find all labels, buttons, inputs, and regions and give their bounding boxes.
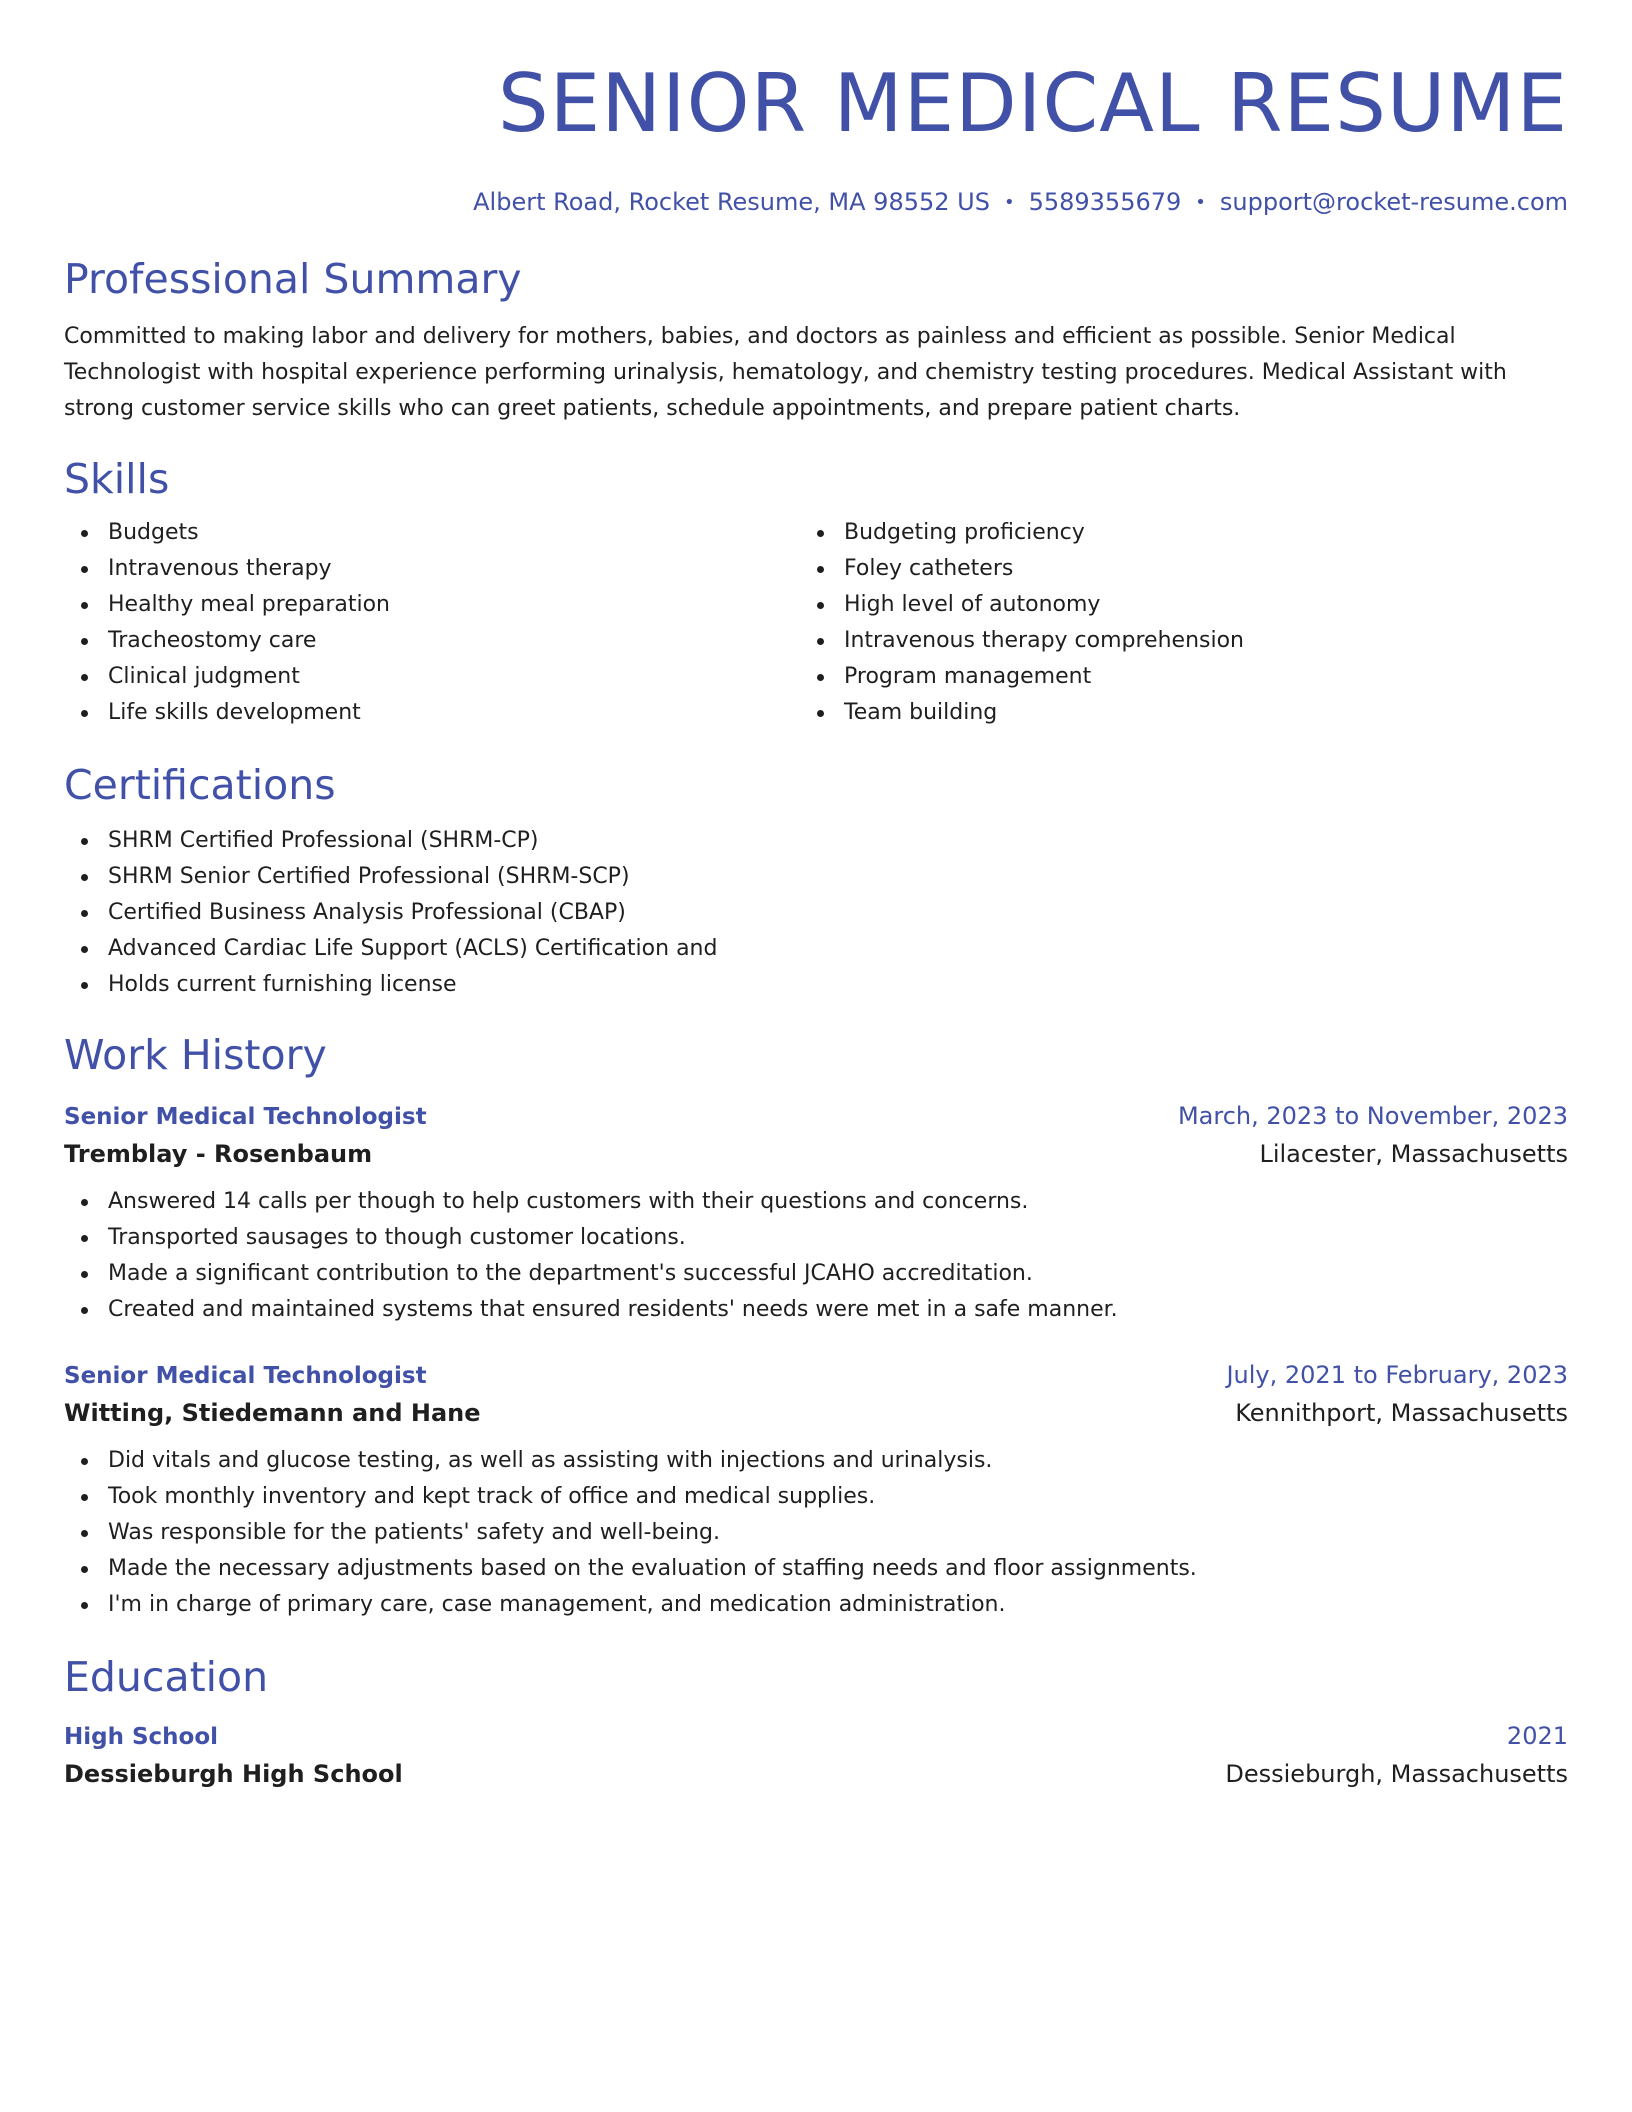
education-degree-row — [64, 1719, 1568, 1754]
certification-item: Advanced Cardiac Life Support (ACLS) Certification and — [64, 931, 1568, 967]
job-location: Lilacester, Massachusetts — [1259, 1140, 1568, 1168]
education-entry — [64, 1719, 1568, 1794]
skill-item: Intravenous therapy — [64, 551, 800, 587]
job-entry — [64, 1358, 1568, 1623]
job-dates: July, 2021 to February, 2023 — [1226, 1361, 1568, 1389]
work-history-section — [64, 1029, 1568, 1623]
job-duty: Answered 14 calls per though to help customers with their questions and concerns. — [64, 1184, 1568, 1220]
resume-name: SENIOR MEDICAL RESUME — [497, 57, 1568, 150]
certification-item: SHRM Senior Certified Professional (SHRM-SCP) — [64, 859, 1568, 895]
contact-email[interactable]: support@rocket-resume.com — [1219, 188, 1568, 216]
skill-item: Healthy meal preparation — [64, 587, 800, 623]
skill-item: Program management — [800, 659, 1568, 695]
education-section — [64, 1651, 1568, 1794]
skill-item: Clinical judgment — [64, 659, 800, 695]
job-title-row — [64, 1099, 1568, 1134]
contact-address: Albert Road, Rocket Resume, MA 98552 US — [473, 188, 990, 216]
contact-phone: 5589355679 — [1028, 188, 1182, 216]
job-employer: Witting, Stiedemann and Hane — [64, 1399, 481, 1427]
job-title: Senior Medical Technologist — [64, 1104, 427, 1130]
skills-list-right — [800, 515, 1568, 731]
job-duty: Transported sausages to though customer locations. — [64, 1220, 1568, 1256]
job-duty: Made the necessary adjustments based on the evaluation of staffing needs and floor assignments. — [64, 1551, 1568, 1587]
section-title-certifications: Certifications — [64, 761, 336, 809]
education-school-row — [64, 1754, 1568, 1794]
job-title: Senior Medical Technologist — [64, 1363, 427, 1389]
job-location: Kennithport, Massachusetts — [1235, 1399, 1568, 1427]
section-title-work-history: Work History — [64, 1031, 327, 1079]
job-dates: March, 2023 to November, 2023 — [1177, 1102, 1568, 1130]
contact-line — [64, 186, 1568, 219]
skill-item: Budgets — [64, 515, 800, 551]
job-duty: Created and maintained systems that ensured residents' needs were met in a safe manner. — [64, 1292, 1568, 1328]
contact-separator: • — [1003, 192, 1015, 213]
skills-grid — [64, 515, 1568, 731]
resume-header — [64, 0, 1568, 219]
job-title-row — [64, 1358, 1568, 1393]
skill-item: Life skills development — [64, 695, 800, 731]
job-entry — [64, 1099, 1568, 1328]
section-title-education: Education — [64, 1653, 269, 1701]
skill-item: Intravenous therapy comprehension — [800, 623, 1568, 659]
skill-item: Tracheostomy care — [64, 623, 800, 659]
certification-item: SHRM Certified Professional (SHRM-CP) — [64, 823, 1568, 859]
job-employer-row — [64, 1134, 1568, 1174]
skill-item: High level of autonomy — [800, 587, 1568, 623]
job-duty: Made a significant contribution to the department's successful JCAHO accreditation. — [64, 1256, 1568, 1292]
job-duty: Did vitals and glucose testing, as well as assisting with injections and urinalysis. — [64, 1443, 1568, 1479]
summary-section — [64, 253, 1568, 427]
education-school: Dessieburgh High School — [64, 1760, 403, 1788]
education-location: Dessieburgh, Massachusetts — [1225, 1760, 1568, 1788]
education-degree: High School — [64, 1724, 219, 1750]
job-duties-list — [64, 1184, 1568, 1328]
skill-item: Foley catheters — [800, 551, 1568, 587]
job-duties-list — [64, 1443, 1568, 1623]
skills-section — [64, 453, 1568, 731]
certifications-list — [64, 823, 1568, 1003]
job-duty: Was responsible for the patients' safety and well-being. — [64, 1515, 1568, 1551]
certification-item: Certified Business Analysis Professional (CBAP) — [64, 895, 1568, 931]
summary-text: Committed to making labor and delivery for mothers, babies, and doctors as painless and efficient as possible. Senior Medical Technologist with hospital experience performing urinalysis, hematology, and chemistry testing procedures. Medical Assistant with strong customer service skills who can greet patients, schedule appointments, and prepare patient charts. — [64, 324, 1507, 421]
skill-item: Budgeting proficiency — [800, 515, 1568, 551]
certification-item: Holds current furnishing license — [64, 967, 1568, 1003]
skill-item: Team building — [800, 695, 1568, 731]
education-year: 2021 — [1506, 1722, 1568, 1750]
contact-separator: • — [1195, 192, 1206, 213]
certifications-section — [64, 759, 1568, 1003]
section-title-skills: Skills — [64, 455, 170, 503]
skills-list-left — [64, 515, 800, 731]
job-duty: Took monthly inventory and kept track of office and medical supplies. — [64, 1479, 1568, 1515]
job-duty: I'm in charge of primary care, case management, and medication administration. — [64, 1587, 1568, 1623]
job-employer-row — [64, 1393, 1568, 1433]
job-employer: Tremblay - Rosenbaum — [64, 1140, 373, 1168]
section-title-summary: Professional Summary — [64, 255, 522, 303]
